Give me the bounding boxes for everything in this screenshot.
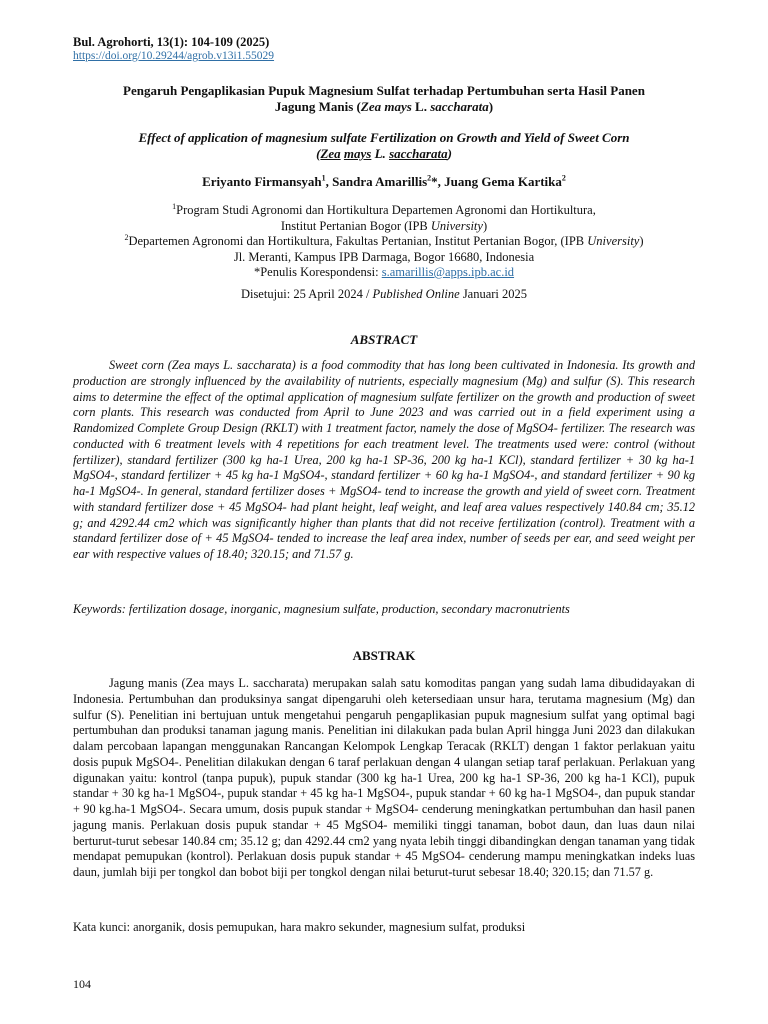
title-en-line2: (Zea mays L. saccharata) <box>316 146 452 161</box>
kata-kunci: Kata kunci: anorganik, dosis pemupukan, hara makro sekunder, magnesium sulfat, produksi <box>73 920 526 934</box>
abstract-heading: ABSTRACT <box>350 332 418 347</box>
abstrak-body: Jagung manis (Zea mays L. saccharata) merupakan salah satu komoditas pangan yang sudah lama dibudidayakan di Indonesia. Pertumbuhan dan produksinya sangat dipengaruhi oleh ketersediaan unsur hara, terutama magnesium (Mg) dan sulfur (S). Penelitian ini bertujuan untuk mengetahui pengaruh pengaplikasian pupuk magnesium sulfat yang optimal bagi pertumbuhan dan produksi tanaman jagung manis. Penelitian ini dilakukan pada bulan April hingga Juni 2023 dan dilakukan dalam percobaan lapangan menggunakan Rancangan Kelompok Lengkap Teracak (RKLT) dengan 1 faktor perlakuan yaitu dosis pupuk MgSO4-. Penelitian dilakukan dengan 6 taraf perlakuan dengan 4 ulangan setiap taraf perlakuan. Perlakuan yang digunakan yaitu: kontrol (tanpa pupuk), pupuk standar (300 kg ha-1 Urea, 200 kg ha-1 SP-36, 200 kg ha-1 KCl), pupuk standar + 30 kg ha-1 MgSO4-, pupuk standar + 45 kg ha-1 MgSO4-, pupuk standar + 60 kg ha-1 MgSO4-, dan pupuk standar + 90 kg.ha-1 MgSO4-. Secara umum, dosis pupuk standar + MgSO4- cenderung meningkatkan pertumbuhan dan hasil panen jagung manis. Perlakuan dosis pupuk standar + 45 MgSO4- memiliki tinggi tanaman, bobot daun, dan luas daun nilai berturut-turut sebesar 140.84 cm; 35.12 g; dan 4292.44 cm2 yang nyata lebih tinggi dibandingkan dengan tanaman yang tidak mendapat pemupukan (kontrol). Perlakuan dosis pupuk standar + 45 MgSO4- cenderung mampu meningkatkan indeks luas daun, jumlah biji per tongkol dan bobot biji per tongkol dengan nilai beturut-turut sebesar 18.40; 320.15; dan 71.57 g. <box>73 676 695 879</box>
abstract-body: Sweet corn (Zea mays L. saccharata) is a food commodity that has long been cultivated in Indonesia. Its growth and production are strongly influenced by the availability of nutrients, especially magnesium (Mg) and sulfur (S). This research aims to determine the effect of the optimal application of magnesium sulfate fertilizer on the growth and production of sweet corn plants. This research was conducted from April to June 2023 and was carried out in a field experiment using a Randomized Complete Group Design (RKLT) with 1 treatment factor, namely the dose of MgSO4- fertilizer. The research was conducted with 6 treatment levels with 4 repetitions for each treatment level. The treatments used were: control (without fertilizer), standard fertilizer (300 kg ha-1 Urea, 200 kg ha-1 SP-36, 200 kg ha-1 KCl), standard fertilizer + 30 kg ha-1 MgSO4-, standard fertilizer + 45 kg ha-1 MgSO4-, standard fertilizer + 60 kg ha-1 MgSO4-, and standard fertilizer + 90 kg ha-1 MgSO4-. In general, standard fertilizer doses + MgSO4- tend to increase the growth and yield of sweet corn. Treatment with standard fertilizer dose + 45 MgSO4- had plant height, leaf weight, and leaf area values respectively 140.84 cm; 35.12 g; and 4292.44 cm2 which was significantly higher than plants that did not receive fertilization (control). Treatment with a standard fertilizer dose of + 45 MgSO4- tended to increase the leaf area index, number of seeds per ear, and seed weight per ear with respective values of 18.40; 320.15; and 71.57 g. <box>73 358 695 561</box>
publication-dates: Disetujui: 25 April 2024 / Published Online Januari 2025 <box>240 287 528 301</box>
corresponding-author: *Penulis Korespondensi: s.amarillis@apps.ipb.ac.id <box>253 265 515 279</box>
doi-link[interactable]: https://doi.org/10.29244/agrob.v13i1.55029 <box>73 50 275 62</box>
title-indonesian <box>73 83 695 115</box>
affiliation-2: $^2$Departemen Agronomi dan Hortikultura, Fakultas Pertanian, Institut Pertanian Bogor, (IPB University) <box>124 232 644 248</box>
title-id-line2: Jagung Manis (Zea mays L. saccharata) <box>274 99 494 114</box>
title-id-line1: Pengaruh Pengaplikasian Pupuk Magnesium Sulfat terhadap Pertumbuhan serta Hasil Panen <box>123 83 645 98</box>
keywords: Keywords: fertilization dosage, inorganic, magnesium sulfate, production, secondary macronutrients <box>73 602 570 616</box>
author-1: Eriyanto Firmansyah <box>202 174 322 189</box>
author-list: Eriyanto Firmansyah$^1$, Sandra Amarillis$^2$*, Juang Gema Kartika$^2$ <box>202 173 566 189</box>
title-en-line1: Effect of application of magnesium sulfate Fertilization on Growth and Yield of Sweet Corn <box>138 130 630 145</box>
affiliation-1: $^1$Program Studi Agronomi dan Hortikultura Departemen Agronomi dan Hortikultura, <box>172 201 596 217</box>
title-english <box>73 130 695 162</box>
author-3: Juang Gema Kartika <box>444 174 562 189</box>
page-number: 104 <box>73 977 91 991</box>
paper-page <box>73 0 695 1024</box>
affiliations: $^1$Program Studi Agronomi dan Hortikultura Departemen Agronomi dan Hortikultura, Institut Pertanian Bogor (IPB University) $^2$Departemen Agronomi dan Hortikultura, Fakultas Pertanian, Institut Pertanian Bogor, (IPB University) Jl. Meranti, Kampus IPB Darmaga, Bogor 16680, Indonesia *Penulis Korespondensi: s.amarillis@apps.ipb.ac.id <box>73 203 695 281</box>
author-2: Sandra Amarillis <box>332 174 428 189</box>
corresponding-email-link[interactable]: s.amarillis@apps.ipb.ac.id <box>381 265 515 279</box>
journal-citation: Bul. Agrohorti, 13(1): 104-109 (2025) <box>73 35 270 49</box>
abstrak-heading: ABSTRAK <box>352 648 416 663</box>
